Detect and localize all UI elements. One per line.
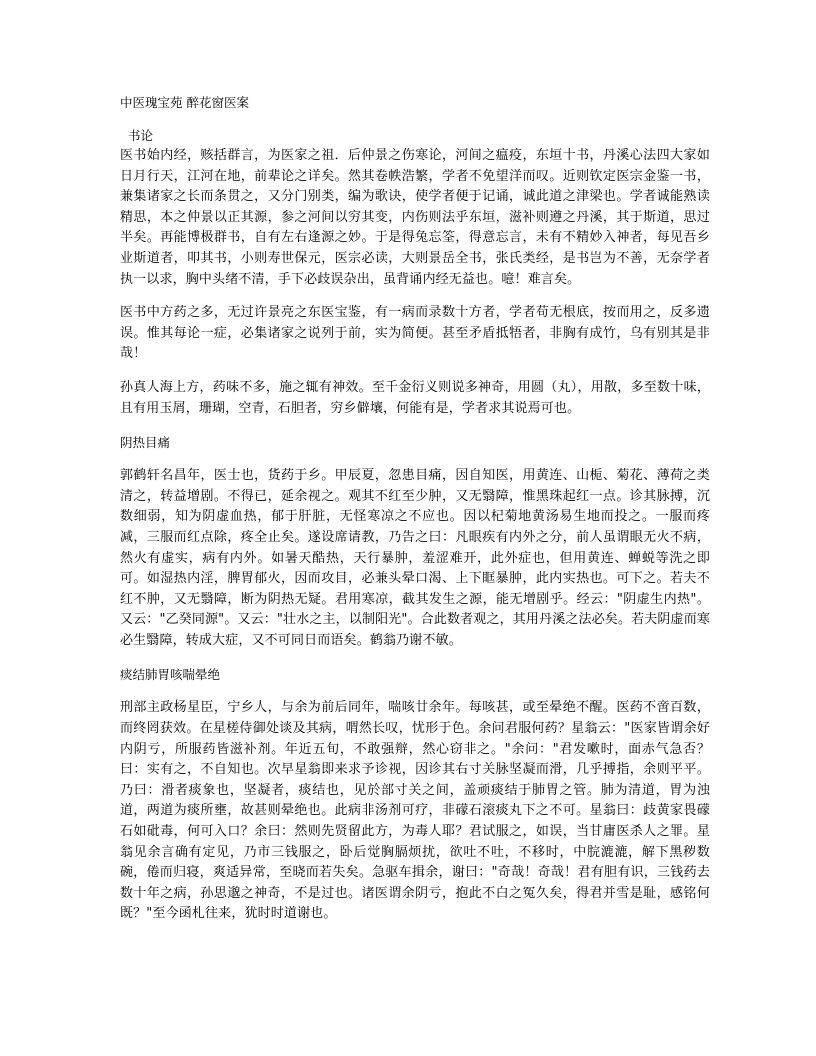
section-paragraph: 医书中方药之多，无过许景亮之东医宝鉴，有一病而录数十方者，学者苟无根底，按而用之，反多遗误。惟其每论一症，必集诸家之说列于前，实为简便。甚至矛盾抵牾者，非胸有成竹，乌有别其是非哉！ <box>120 305 710 362</box>
section-paragraph: 刑部主政杨星臣，宁乡人，与余为前后同年，喘咳廿余年。每咳甚，或至晕绝不醒。医药不啻百数，而终罔获效。在星槎侍御处谈及其病，喟然长叹，忧形于色。余问君服何药？星翁云："医家皆谓余好内阴亏，所服药皆滋补剂。年近五旬，不敢强辩，然心窃非之。"余问："君发嗽时，面赤气急否？曰：实有之，不自知也。次早星翁即来求予诊视，因诊其右寸关脉坚凝而滑，几乎搏指，余则平平。乃曰：滑者痰象也，坚凝者，痰结也，见於部寸关之间，盖顽痰结于肺胃之管。肺为清道，胃为浊道，两道为痰所壅，故甚则晕绝也。此病非汤剂可疗，非礞石滚痰丸下之不可。星翁曰：歧黄家畏礞石如砒毒，何可入口？余曰：然则先贤留此方，为毒人耶？君试服之，如误，当甘庸医杀人之罪。星翁见余言确有定见，乃市三钱服之，卧后觉胸膈烦扰，欲吐不吐，不移时，中脘漉漉，解下黑秽数碗，倦而归寝，爽适异常，至晓而若失矣。急驱车揖余，谢曰："奇哉！奇哉！君有胆有识，三钱药去数十年之病，孙思邈之神奇，不是过也。诸医谓余阴亏，抱此不白之冤久矣，得君并雪是耻，感铭何既？"至今函札往来，犹时时道谢也。 <box>120 700 710 922</box>
section-heading-yinre-mutong: 阴热目痛 <box>120 435 171 451</box>
section-paragraph: 孙真人海上方，药味不多，施之辄有神效。至千金衍义则说多神奇，用圆（丸），用散，多至数十味，且有用玉屑，珊瑚，空青，石胆者，穷乡僻壤，何能有是，学者求其说焉可也。 <box>120 379 710 416</box>
document-page <box>120 92 710 925</box>
section-heading-shulun: 书论 <box>128 128 154 143</box>
section-heading-tanjie-feiwei: 痰结肺胃咳喘晕绝 <box>120 667 221 683</box>
section-paragraph: 医书始内经，赅括群言，为医家之祖．后仲景之伤寒论，河间之瘟疫，东垣十书，丹溪心法四大家如日月行天，江河在地，前辈论之详矣。然其卷帙浩繁，学者不免望洋而叹。近则钦定医宗金鉴一书，兼集诸家之长而条贯之，又分门别类，编为歌诀，使学者便于记诵，诚此道之津梁也。学者诚能熟读精思，本之仲景以正其源，参之河间以穷其变，内伤则法乎东垣，滋补则遵之丹溪，其于斯道，思过半矣。再能博极群书，自有左右逢源之妙。于是得兔忘筌，得意忘言，未有不精妙入神者，每见吾乡业斯道者，叩其书，小则寿世保元，医宗必读，大则景岳全书，张氏类经，是书岂为不善，无奈学者执一以求，胸中头绪不清，手下必歧误杂出，虽背诵内经无益也。噫！难言矣。 <box>120 148 710 287</box>
document-title: 中医瑰宝苑 醉花窗医案 <box>120 95 249 110</box>
section-paragraph: 郭鹤轩名昌年，医士也，货药于乡。甲辰夏，忽患目痛，因自知医，用黄连、山栀、菊花、薄荷之类清之，转益增剧。不得已，延余视之。观其不红至少肿，又无翳障，惟黑珠起红一点。诊其脉搏，沉数细弱，知为阴虚血热，郁于肝脏，无怪寒凉之不应也。因以杞菊地黄汤易生地而投之。一服而疼减，三服而红点除，疼全止矣。遂设席请教，乃告之曰：凡眼疾有内外之分，前人虽谓眼无火不病，然火有虚实，病有内外。如暑天酷热，天行暴肿，羞涩难开，此外症也，但用黄连、蝉蜕等洗之即可。如湿热内淫，脾胃郁火，因而攻目，必兼头晕口渴、上下眶暴肿，此内实热也。可下之。若夫不红不肿，又无翳障，断为阴热无疑。君用寒凉，截其发生之源，能无增剧乎。经云："阴虚生内热"。又云："乙癸同源"。又云："壮水之主，以制阳光"。合此数者观之，其用丹溪之法必矣。若夫阴虚而寒必生翳障，转成大症，又不可同日而语矣。鹤翁乃谢不敏。 <box>120 468 710 648</box>
